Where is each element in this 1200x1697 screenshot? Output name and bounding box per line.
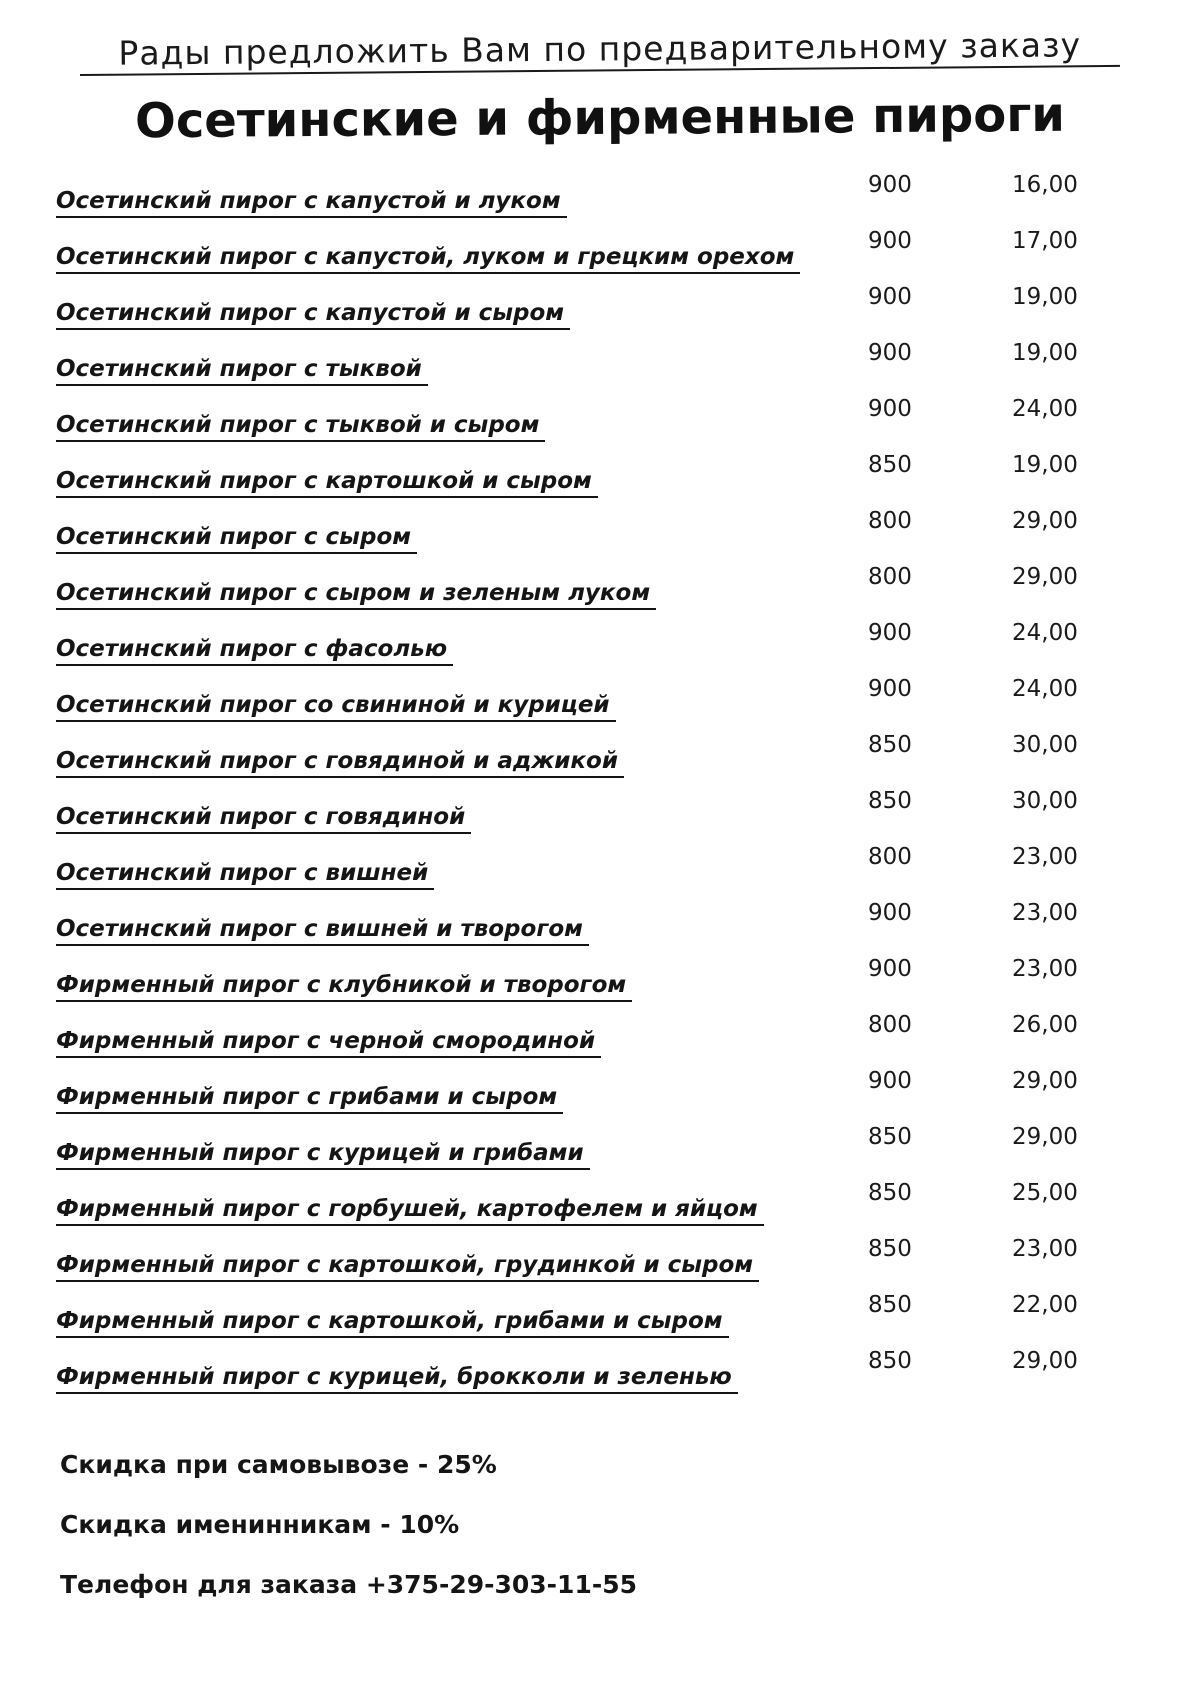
item-name: Осетинский пирог с фасолью bbox=[56, 634, 453, 666]
item-name: Осетинский пирог с говядиной и аджикой bbox=[56, 746, 624, 778]
item-weight: 900 bbox=[868, 228, 912, 254]
item-weight: 850 bbox=[868, 1124, 912, 1150]
list-item bbox=[0, 282, 1200, 338]
item-price: 30,00 bbox=[1012, 732, 1078, 758]
list-item bbox=[0, 954, 1200, 1010]
page-subtitle: Рады предложить Вам по предварительному заказу bbox=[80, 25, 1120, 76]
list-item bbox=[0, 1346, 1200, 1402]
item-weight: 800 bbox=[868, 564, 912, 590]
item-weight: 850 bbox=[868, 1348, 912, 1374]
item-price: 22,00 bbox=[1012, 1292, 1078, 1318]
list-item bbox=[0, 1010, 1200, 1066]
list-item bbox=[0, 450, 1200, 506]
item-weight: 850 bbox=[868, 452, 912, 478]
item-weight: 900 bbox=[868, 676, 912, 702]
item-name: Осетинский пирог с капустой, луком и грецким орехом bbox=[56, 242, 800, 274]
item-name: Фирменный пирог с картошкой, грибами и сыром bbox=[56, 1306, 729, 1338]
item-name: Осетинский пирог с тыквой bbox=[56, 354, 428, 386]
pie-price-list bbox=[0, 170, 1200, 1402]
item-price: 25,00 bbox=[1012, 1180, 1078, 1206]
list-item bbox=[0, 506, 1200, 562]
item-weight: 850 bbox=[868, 1180, 912, 1206]
item-weight: 900 bbox=[868, 620, 912, 646]
item-name: Фирменный пирог с черной смородиной bbox=[56, 1026, 601, 1058]
item-price: 19,00 bbox=[1012, 452, 1078, 478]
item-name: Осетинский пирог с картошкой и сыром bbox=[56, 466, 598, 498]
list-item bbox=[0, 786, 1200, 842]
item-weight: 900 bbox=[868, 1068, 912, 1094]
item-name: Фирменный пирог с горбушей, картофелем и яйцом bbox=[56, 1194, 764, 1226]
birthday-discount: Скидка именинникам - 10% bbox=[60, 1510, 460, 1539]
item-price: 24,00 bbox=[1012, 620, 1078, 646]
item-weight: 900 bbox=[868, 956, 912, 982]
item-price: 19,00 bbox=[1012, 340, 1078, 366]
item-name: Фирменный пирог с клубникой и творогом bbox=[56, 970, 632, 1002]
item-name: Осетинский пирог с вишней и творогом bbox=[56, 914, 589, 946]
item-weight: 900 bbox=[868, 172, 912, 198]
item-price: 29,00 bbox=[1012, 1348, 1078, 1374]
item-weight: 900 bbox=[868, 340, 912, 366]
item-name: Осетинский пирог с вишней bbox=[56, 858, 434, 890]
item-name: Осетинский пирог с говядиной bbox=[56, 802, 471, 834]
item-name: Фирменный пирог с курицей и грибами bbox=[56, 1138, 590, 1170]
item-price: 17,00 bbox=[1012, 228, 1078, 254]
list-item bbox=[0, 226, 1200, 282]
list-item bbox=[0, 1234, 1200, 1290]
item-weight: 850 bbox=[868, 1292, 912, 1318]
footer-info bbox=[60, 1448, 1060, 1628]
item-name: Осетинский пирог со свининой и курицей bbox=[56, 690, 616, 722]
item-price: 29,00 bbox=[1012, 1124, 1078, 1150]
item-price: 23,00 bbox=[1012, 1236, 1078, 1262]
list-item bbox=[0, 730, 1200, 786]
item-weight: 850 bbox=[868, 788, 912, 814]
item-price: 24,00 bbox=[1012, 396, 1078, 422]
item-weight: 900 bbox=[868, 396, 912, 422]
item-name: Фирменный пирог с грибами и сыром bbox=[56, 1082, 563, 1114]
list-item bbox=[0, 338, 1200, 394]
item-weight: 800 bbox=[868, 1012, 912, 1038]
list-item bbox=[0, 618, 1200, 674]
item-price: 30,00 bbox=[1012, 788, 1078, 814]
list-item bbox=[0, 1122, 1200, 1178]
list-item bbox=[0, 674, 1200, 730]
item-weight: 900 bbox=[868, 284, 912, 310]
list-item bbox=[0, 842, 1200, 898]
item-name: Осетинский пирог с капустой и сыром bbox=[56, 298, 570, 330]
list-item bbox=[0, 1066, 1200, 1122]
page-title: Осетинские и фирменные пироги bbox=[134, 86, 1066, 150]
item-weight: 850 bbox=[868, 732, 912, 758]
item-weight: 900 bbox=[868, 900, 912, 926]
item-name: Осетинский пирог с тыквой и сыром bbox=[56, 410, 545, 442]
item-weight: 800 bbox=[868, 508, 912, 534]
list-item bbox=[0, 1290, 1200, 1346]
list-item bbox=[0, 898, 1200, 954]
list-item bbox=[0, 1178, 1200, 1234]
list-item bbox=[0, 562, 1200, 618]
item-price: 23,00 bbox=[1012, 844, 1078, 870]
order-phone: Телефон для заказа +375-29-303-11-55 bbox=[60, 1570, 638, 1599]
item-price: 29,00 bbox=[1012, 564, 1078, 590]
item-price: 23,00 bbox=[1012, 900, 1078, 926]
item-price: 23,00 bbox=[1012, 956, 1078, 982]
list-item bbox=[0, 170, 1200, 226]
item-weight: 800 bbox=[868, 844, 912, 870]
item-price: 29,00 bbox=[1012, 1068, 1078, 1094]
item-name: Осетинский пирог с сыром и зеленым луком bbox=[56, 578, 656, 610]
item-price: 19,00 bbox=[1012, 284, 1078, 310]
item-name: Осетинский пирог с сыром bbox=[56, 522, 417, 554]
item-name: Фирменный пирог с картошкой, грудинкой и сыром bbox=[56, 1250, 759, 1282]
item-weight: 850 bbox=[868, 1236, 912, 1262]
item-name: Фирменный пирог с курицей, брокколи и зеленью bbox=[56, 1362, 738, 1394]
item-price: 24,00 bbox=[1012, 676, 1078, 702]
item-name: Осетинский пирог с капустой и луком bbox=[56, 186, 567, 218]
item-price: 29,00 bbox=[1012, 508, 1078, 534]
list-item bbox=[0, 394, 1200, 450]
item-price: 26,00 bbox=[1012, 1012, 1078, 1038]
pickup-discount: Скидка при самовывозе - 25% bbox=[60, 1450, 497, 1479]
item-price: 16,00 bbox=[1012, 172, 1078, 198]
